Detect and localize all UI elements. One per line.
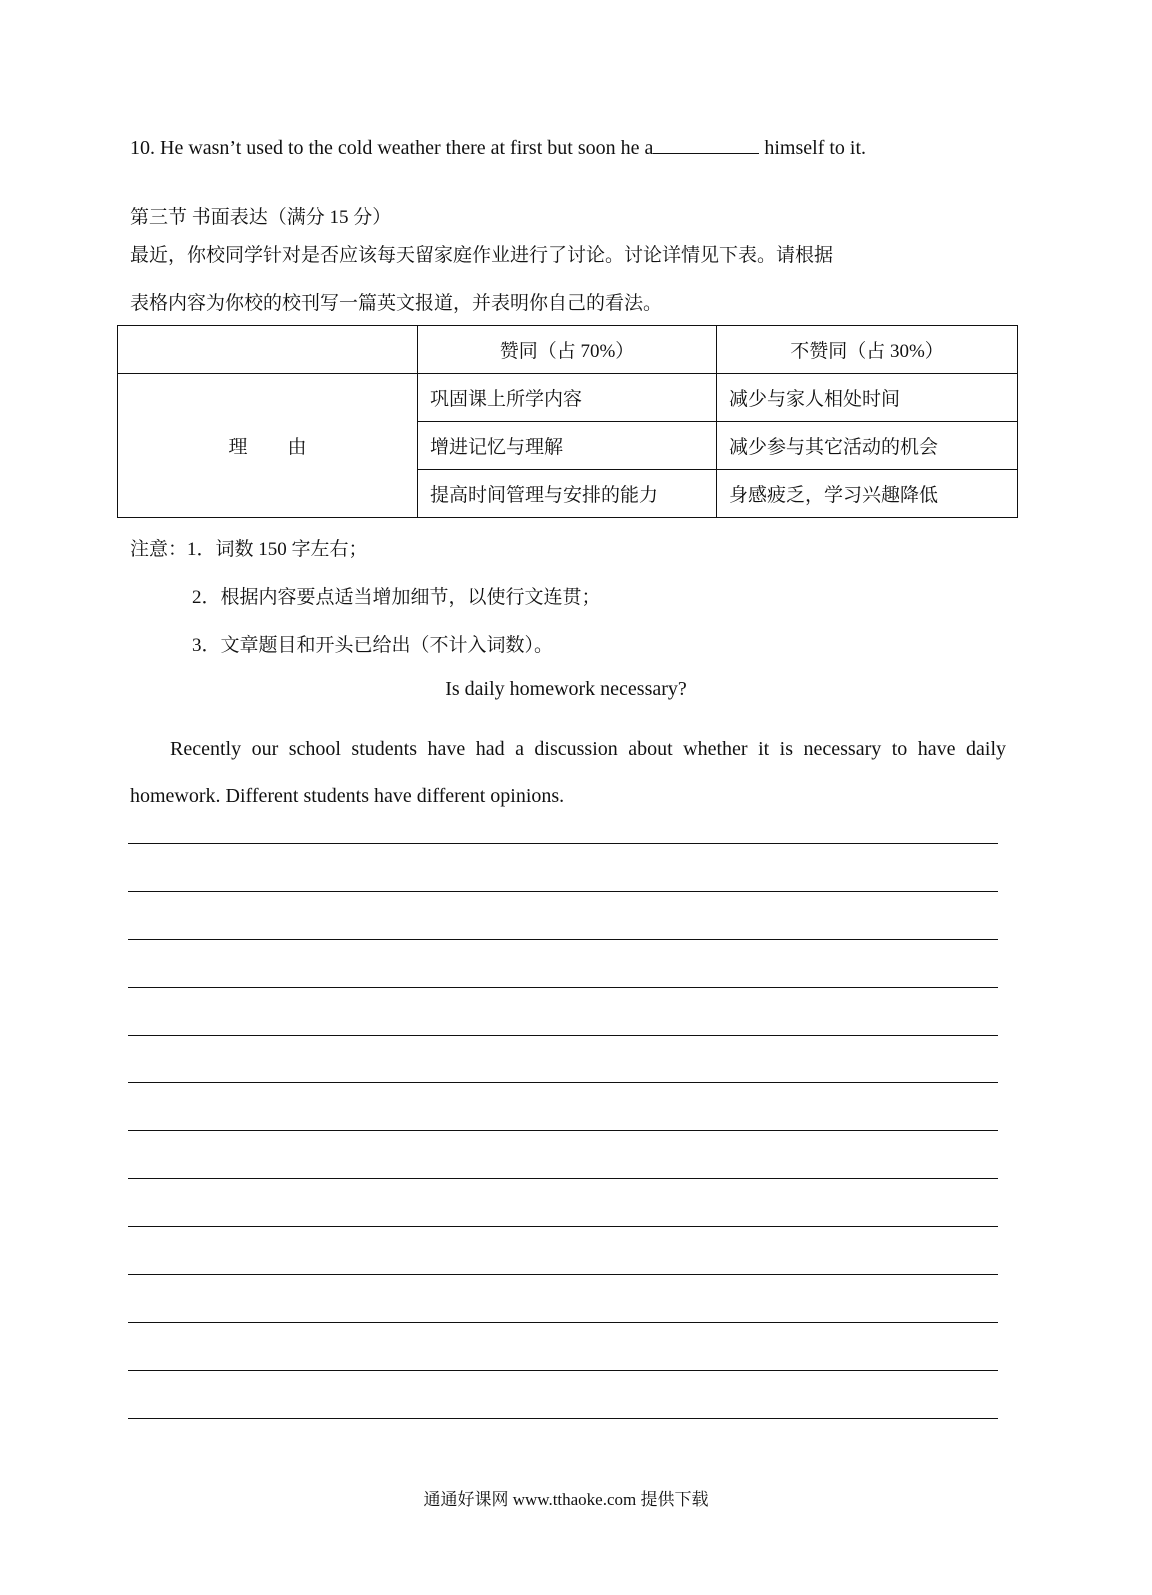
agree-reason-3: 提高时间管理与安排的能力 xyxy=(418,470,717,518)
reason-label-char-1: 理 xyxy=(228,437,248,458)
writing-line[interactable] xyxy=(128,843,998,891)
section-heading: 第三节 书面表达（满分 15 分） xyxy=(130,207,392,228)
note-2: 2．根据内容要点适当增加细节，以使行文连贯； xyxy=(192,587,601,608)
reason-label-cell xyxy=(118,374,418,518)
intro-line-1: 最近，你校同学针对是否应该每天留家庭作业进行了讨论。讨论详情见下表。请根据 xyxy=(130,245,834,266)
writing-line[interactable] xyxy=(128,1035,998,1083)
writing-line[interactable] xyxy=(128,939,998,987)
answer-blank[interactable] xyxy=(653,137,759,154)
disagree-reason-2: 减少参与其它活动的机会 xyxy=(717,422,1018,470)
reason-label-char-2: 由 xyxy=(287,437,307,458)
writing-line[interactable] xyxy=(128,1418,998,1420)
writing-line[interactable] xyxy=(128,987,998,1035)
essay-opening: Recently our school students have had a discussion about whether it is necessary to have daily homework. Different students have different opinions. xyxy=(130,738,1006,807)
writing-line[interactable] xyxy=(128,891,998,939)
writing-lines[interactable] xyxy=(128,843,998,1420)
table-header-disagree: 不赞同（占 30%） xyxy=(717,326,1018,374)
agree-reason-2: 增进记忆与理解 xyxy=(418,422,717,470)
footer: 通通好课网 www.tthaoke.com 提供下载 xyxy=(423,1490,709,1509)
essay-title: Is daily homework necessary? xyxy=(445,678,687,700)
writing-line[interactable] xyxy=(128,1322,998,1370)
table-header-empty xyxy=(118,326,418,374)
discussion-table xyxy=(117,325,1018,518)
note-3: 3．文章题目和开头已给出（不计入词数）。 xyxy=(192,635,554,656)
disagree-reason-1: 减少与家人相处时间 xyxy=(717,374,1018,422)
question-10-text-after: himself to it. xyxy=(759,137,867,159)
table-header-agree: 赞同（占 70%） xyxy=(418,326,717,374)
table-header-row xyxy=(118,326,1018,374)
note-1: 注意：1．词数 150 字左右； xyxy=(130,539,368,560)
writing-line[interactable] xyxy=(128,1178,998,1226)
question-10-text-before: 10. He wasn’t used to the cold weather there at first but soon he a xyxy=(130,137,654,159)
agree-reason-1: 巩固课上所学内容 xyxy=(418,374,717,422)
writing-line[interactable] xyxy=(128,1130,998,1178)
writing-line[interactable] xyxy=(128,1274,998,1322)
writing-line[interactable] xyxy=(128,1370,998,1418)
writing-line[interactable] xyxy=(128,1226,998,1274)
question-10 xyxy=(130,137,866,160)
table-row xyxy=(118,374,1018,422)
writing-line[interactable] xyxy=(128,1082,998,1130)
disagree-reason-3: 身感疲乏，学习兴趣降低 xyxy=(717,470,1018,518)
intro-line-2: 表格内容为你校的校刊写一篇英文报道，并表明你自己的看法。 xyxy=(130,293,663,314)
